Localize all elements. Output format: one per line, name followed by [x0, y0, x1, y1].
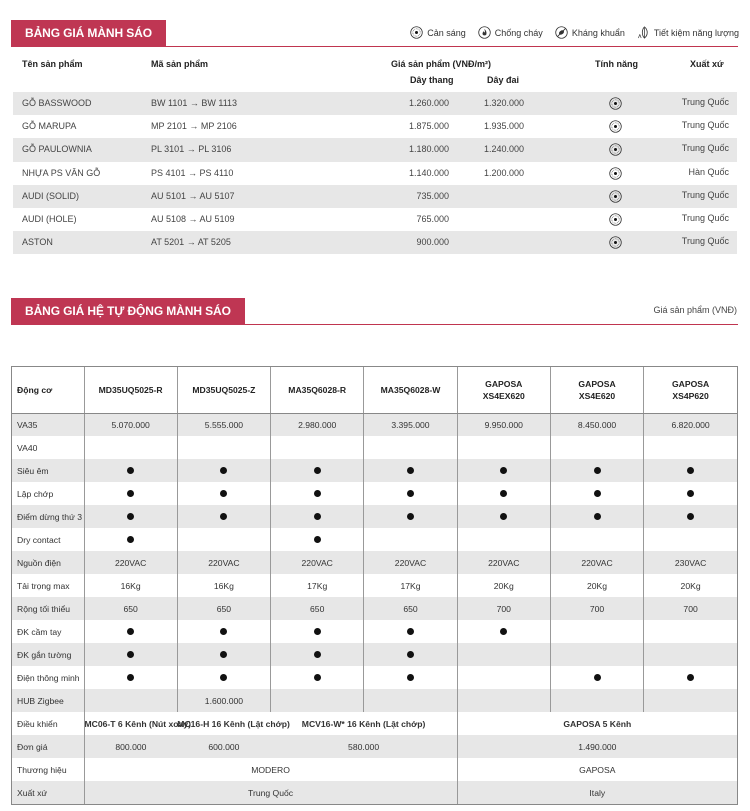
row-label: Nguồn điện — [12, 551, 84, 574]
spec-cell: 20Kg — [550, 574, 643, 597]
spec-cell — [550, 459, 643, 482]
dot-icon — [500, 628, 507, 635]
row-label: Đơn giá — [12, 735, 84, 758]
spec-cell — [364, 666, 457, 689]
spec-cell — [364, 505, 457, 528]
dot-icon — [594, 513, 601, 520]
table-row — [13, 185, 737, 208]
spec-cell — [84, 643, 177, 666]
price-ladder: 1.180.000 — [408, 144, 449, 155]
row-label: Xuất xứ — [12, 781, 84, 804]
dot-icon — [407, 628, 414, 635]
origin: Hàn Quốc — [688, 166, 729, 177]
dot-icon — [594, 674, 601, 681]
spec-cell — [177, 482, 270, 505]
spec-cell: 20Kg — [457, 574, 550, 597]
spec-cell — [550, 620, 643, 643]
spec-cell: 700 — [644, 597, 737, 620]
origin: Trung Quốc — [681, 143, 729, 154]
spec-cell — [644, 459, 737, 482]
spec-cell: 16Kg — [177, 574, 270, 597]
section-header-automation-price — [11, 298, 738, 325]
dot-icon — [594, 467, 601, 474]
feature-cell — [609, 167, 622, 180]
sun-block-icon — [609, 190, 622, 203]
spec-cell: 1.600.000 — [177, 689, 270, 712]
table-row — [12, 482, 737, 505]
dot-icon — [220, 490, 227, 497]
product-code: AU 5101 → AU 5107 — [151, 190, 235, 201]
price-ladder: 1.260.000 — [408, 98, 449, 108]
dot-icon — [500, 490, 507, 497]
automation-table — [11, 366, 738, 805]
motor-model: GAPOSA — [671, 378, 710, 389]
motor-model: XS4E620 — [578, 390, 616, 401]
dot-icon — [687, 513, 694, 520]
spec-cell — [271, 643, 364, 666]
dot-icon — [594, 490, 601, 497]
spec-cell: 5.555.000 — [177, 413, 270, 436]
spec-cell — [644, 620, 737, 643]
spec-cell — [644, 482, 737, 505]
table-row — [12, 528, 737, 551]
sun-block-icon — [609, 167, 622, 180]
row-label: HUB Zigbee — [12, 689, 84, 712]
sun-block-icon — [609, 120, 622, 133]
dot-icon — [220, 467, 227, 474]
spec-cell: 220VAC — [84, 551, 177, 574]
spec-cell: 20Kg — [644, 574, 737, 597]
motor-header — [177, 367, 270, 413]
table-row — [12, 413, 737, 436]
table-row — [13, 208, 737, 231]
automation-table-header — [12, 367, 737, 413]
product-name: NHỰA PS VÂN GỖ — [22, 167, 101, 178]
row-label: Tải trọng max — [17, 580, 70, 591]
spec-cell — [84, 666, 177, 689]
spec-cell — [271, 528, 364, 551]
feature-cell — [609, 120, 622, 133]
brand: MODERO — [84, 758, 457, 781]
product-code: PL 3101 → PL 3106 — [151, 144, 232, 155]
dot-icon — [407, 467, 414, 474]
table-row — [12, 436, 737, 459]
spec-cell: 230VAC — [644, 551, 737, 574]
spec-cell: 8.450.000 — [550, 413, 643, 436]
spec-cell — [457, 643, 550, 666]
spec-cell: 650 — [364, 597, 457, 620]
unit-price: 580.000 — [271, 735, 458, 758]
spec-cell — [644, 689, 737, 712]
dot-icon — [314, 536, 321, 543]
feature-cell — [609, 213, 622, 226]
row-label: Điểm dừng thứ 3 — [12, 505, 84, 528]
table-row — [12, 551, 737, 574]
row-label: VA35 — [12, 413, 84, 436]
origin: Trung Quốc — [681, 97, 729, 107]
row-label: Điện thông minh — [17, 672, 80, 683]
unit-price: 800.000 — [84, 735, 177, 758]
dot-icon — [127, 628, 134, 635]
col-header-origin: Xuất xứ — [690, 59, 724, 69]
spec-cell — [177, 528, 270, 551]
spec-cell: 650 — [84, 597, 177, 620]
legend-label: Cản sáng — [427, 27, 466, 38]
dot-icon — [127, 513, 134, 520]
dot-icon — [687, 674, 694, 681]
spec-cell — [364, 482, 457, 505]
spec-cell — [550, 528, 643, 551]
unit-price: 600.000 — [177, 735, 270, 758]
dot-icon — [314, 651, 321, 658]
dot-icon — [127, 490, 134, 497]
row-label: Lập chớp — [17, 488, 54, 499]
spec-cell — [457, 689, 550, 712]
spec-cell — [177, 436, 270, 459]
feature-cell — [609, 190, 622, 203]
dot-icon — [220, 651, 227, 658]
motor-model: GAPOSA — [578, 378, 616, 389]
dot-icon — [407, 513, 414, 520]
price-ladder: 900.000 — [416, 237, 449, 248]
origin: Italy — [457, 781, 737, 804]
spec-cell — [177, 620, 270, 643]
table-row — [12, 712, 737, 735]
product-code: BW 1101 → BW 1113 — [151, 98, 238, 108]
spec-cell — [457, 505, 550, 528]
price-ladder: 735.000 — [416, 190, 449, 201]
motor-model: XS4EX620 — [482, 390, 525, 401]
unit-price: 1.490.000 — [457, 735, 737, 758]
legend-label: Chống cháy — [494, 27, 543, 38]
col-header-name: Tên sản phẩm — [22, 59, 83, 69]
sun-block-icon — [410, 26, 423, 39]
spec-cell — [177, 643, 270, 666]
spec-cell — [644, 643, 737, 666]
legend-label: Tiết kiệm năng lượng — [653, 27, 739, 38]
spec-cell — [644, 666, 737, 689]
row-label: Rộng tối thiểu — [12, 597, 84, 620]
row-label: Siêu êm — [12, 459, 84, 482]
spec-cell — [457, 482, 550, 505]
dot-icon — [220, 674, 227, 681]
blinds-table — [13, 92, 737, 254]
spec-cell — [271, 436, 364, 459]
product-name: ASTON — [22, 237, 53, 248]
spec-cell — [84, 528, 177, 551]
spec-cell — [271, 482, 364, 505]
dot-icon — [687, 467, 694, 474]
spec-cell — [457, 666, 550, 689]
spec-cell — [550, 666, 643, 689]
dot-icon — [127, 536, 134, 543]
spec-cell: 17Kg — [364, 574, 457, 597]
price-ladder: 1.140.000 — [408, 167, 449, 178]
dot-icon — [127, 467, 134, 474]
table-row — [12, 574, 737, 597]
spec-cell: 220VAC — [364, 551, 457, 574]
spec-cell — [84, 482, 177, 505]
spec-cell — [84, 689, 177, 712]
legend-label: Kháng khuẩn — [571, 27, 625, 38]
product-name: AUDI (SOLID) — [22, 190, 80, 201]
col-header-price: Giá sản phẩm (VNĐ/m²) — [391, 59, 492, 69]
sun-block-icon — [609, 143, 622, 156]
spec-cell: 3.395.000 — [364, 413, 457, 436]
spec-cell — [271, 666, 364, 689]
price-ladder: 1.875.000 — [408, 121, 449, 132]
price-ladder: 765.000 — [416, 213, 449, 224]
spec-cell — [364, 643, 457, 666]
feature-cell — [609, 97, 622, 110]
table-row — [12, 689, 737, 712]
spec-cell — [271, 689, 364, 712]
spec-cell — [364, 459, 457, 482]
row-label: ĐK gắn tường — [12, 643, 84, 666]
spec-cell: 220VAC — [177, 551, 270, 574]
product-code: PS 4101 → PS 4110 — [151, 167, 234, 178]
spec-cell — [271, 620, 364, 643]
table-row — [13, 231, 737, 254]
sun-block-icon — [609, 97, 622, 110]
spec-cell — [457, 528, 550, 551]
spec-cell — [364, 620, 457, 643]
motor-header — [457, 367, 550, 413]
spec-cell: 650 — [177, 597, 270, 620]
table-row — [12, 666, 737, 689]
spec-cell — [364, 528, 457, 551]
dot-icon — [407, 490, 414, 497]
spec-cell: 700 — [457, 597, 550, 620]
table-row — [12, 758, 737, 781]
spec-cell — [177, 505, 270, 528]
spec-cell: 16Kg — [84, 574, 177, 597]
spec-cell — [271, 505, 364, 528]
table-row — [12, 643, 737, 666]
table-row — [12, 459, 737, 482]
origin: Trung Quốc — [681, 236, 729, 247]
spec-cell — [364, 689, 457, 712]
spec-cell — [364, 436, 457, 459]
spec-cell — [644, 436, 737, 459]
row-label: Điều khiển — [17, 718, 58, 729]
row-label: VA40 — [17, 442, 38, 453]
sun-block-icon — [609, 236, 622, 249]
dot-icon — [500, 467, 507, 474]
row-label: ĐK cầm tay — [17, 626, 62, 637]
table-row — [12, 735, 737, 758]
motor-model: MD35UQ5025-Z — [192, 384, 256, 395]
spec-cell: 220VAC — [271, 551, 364, 574]
product-code: AT 5201 → AT 5205 — [151, 237, 231, 248]
spec-cell — [550, 643, 643, 666]
origin: Trung Quốc — [681, 120, 729, 131]
origin: Trung Quốc — [681, 212, 729, 223]
dot-icon — [314, 513, 321, 520]
product-code: MP 2101 → MP 2106 — [151, 121, 237, 132]
energy-saving-icon — [637, 26, 650, 39]
legend-item-fire-resist — [478, 26, 543, 39]
spec-cell — [84, 505, 177, 528]
blinds-table-header — [0, 58, 750, 92]
row-label: Dry contact — [17, 534, 61, 545]
spec-cell — [457, 436, 550, 459]
feature-legend — [410, 26, 739, 39]
antibacterial-icon — [555, 26, 568, 39]
sun-block-icon — [609, 213, 622, 226]
price-tape: 1.200.000 — [484, 167, 525, 178]
origin: Trung Quốc — [681, 189, 729, 200]
price-tape: 1.935.000 — [484, 121, 525, 132]
motor-model: MA35Q6028-R — [288, 384, 347, 395]
spec-cell: 17Kg — [271, 574, 364, 597]
row-label: Thương hiệu — [17, 764, 67, 775]
spec-cell — [550, 689, 643, 712]
motor-model: XS4P620 — [672, 390, 709, 401]
dot-icon — [220, 513, 227, 520]
spec-cell — [644, 505, 737, 528]
col-header-features: Tính năng — [595, 59, 638, 69]
table-row — [13, 115, 737, 138]
table-row — [12, 620, 737, 643]
table-row — [12, 597, 737, 620]
dot-icon — [407, 674, 414, 681]
brand: GAPOSA — [457, 758, 737, 781]
spec-cell: 220VAC — [550, 551, 643, 574]
control-model: MC06-T 6 Kênh (Nút xoay) — [84, 712, 177, 735]
dot-icon — [500, 513, 507, 520]
col-header-price-tape: Dây đai — [487, 75, 520, 85]
motor-header — [364, 367, 457, 413]
spec-cell: 2.980.000 — [271, 413, 364, 436]
control-model: GAPOSA 5 Kênh — [457, 712, 737, 735]
spec-cell — [177, 459, 270, 482]
dot-icon — [314, 628, 321, 635]
spec-cell — [457, 620, 550, 643]
table-row — [13, 162, 737, 185]
motor-model: GAPOSA — [485, 378, 523, 389]
motor-model: MD35UQ5025-R — [98, 384, 163, 395]
spec-cell — [84, 436, 177, 459]
dot-icon — [127, 651, 134, 658]
table-row — [13, 138, 737, 161]
spec-cell — [550, 505, 643, 528]
dot-icon — [314, 490, 321, 497]
table-row — [13, 92, 737, 115]
dot-icon — [314, 674, 321, 681]
control-model: MC16-H 16 Kênh (Lật chớp) — [177, 718, 290, 729]
legend-item-antibacterial — [555, 26, 625, 39]
spec-cell: 9.950.000 — [457, 413, 550, 436]
motor-model: MA35Q6028-W — [380, 384, 441, 395]
dot-icon — [407, 651, 414, 658]
fire-resist-icon — [478, 26, 491, 39]
spec-cell — [550, 436, 643, 459]
spec-cell: 220VAC — [457, 551, 550, 574]
spec-cell — [457, 459, 550, 482]
table-row — [12, 505, 737, 528]
motor-header — [271, 367, 364, 413]
dot-icon — [220, 628, 227, 635]
spec-cell — [550, 482, 643, 505]
dot-icon — [314, 467, 321, 474]
feature-cell — [609, 143, 622, 156]
product-name: GỖ BASSWOOD — [22, 98, 92, 108]
spec-cell: 700 — [550, 597, 643, 620]
product-code: AU 5108 → AU 5109 — [151, 213, 235, 224]
col-header-code: Mã sản phẩm — [151, 59, 209, 69]
feature-cell — [609, 236, 622, 249]
spec-cell: 6.820.000 — [644, 413, 737, 436]
legend-item-energy-saving — [637, 26, 739, 39]
origin: Trung Quốc — [84, 781, 457, 804]
spec-cell — [271, 459, 364, 482]
price-tape: 1.240.000 — [484, 144, 525, 155]
table-row — [12, 781, 737, 804]
spec-cell — [84, 459, 177, 482]
spec-cell — [84, 620, 177, 643]
product-name: GỖ PAULOWNIA — [22, 144, 92, 155]
spec-cell — [644, 528, 737, 551]
section-title: BẢNG GIÁ HỆ TỰ ĐỘNG MÀNH SÁO — [11, 298, 245, 325]
motor-header — [550, 367, 643, 413]
section-title: BẢNG GIÁ MÀNH SÁO — [11, 20, 166, 47]
price-tape: 1.320.000 — [484, 98, 525, 108]
spec-cell — [177, 666, 270, 689]
dot-icon — [127, 674, 134, 681]
legend-item-sun-block — [410, 26, 466, 39]
col-header-price-ladder: Dây thang — [410, 75, 454, 85]
motor-header-label: Động cơ — [12, 367, 84, 413]
spec-cell: 5.070.000 — [84, 413, 177, 436]
dot-icon — [687, 490, 694, 497]
spec-cell: 650 — [271, 597, 364, 620]
motor-header — [644, 367, 737, 413]
motor-header — [84, 367, 177, 413]
price-unit-note: Giá sản phẩm (VNĐ) — [653, 305, 737, 315]
product-name: GỖ MARUPA — [22, 121, 77, 132]
product-name: AUDI (HOLE) — [22, 213, 77, 224]
control-model: MCV16-W* 16 Kênh (Lật chớp) — [301, 718, 426, 729]
